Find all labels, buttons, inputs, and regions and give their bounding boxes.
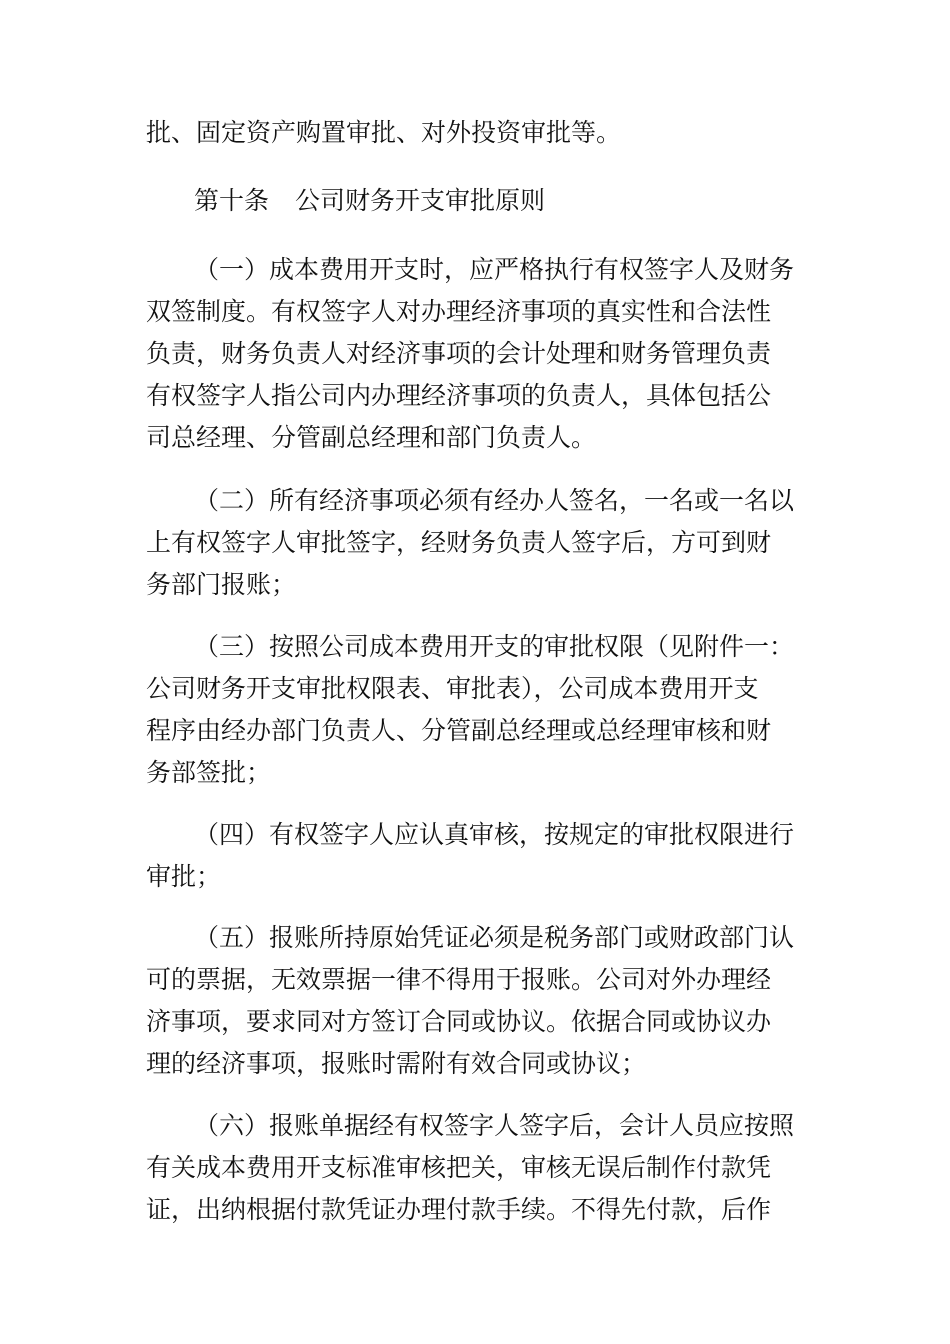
paragraph-1-line-4: 有权签字人指公司内办理经济事项的负责人，具体包括公 bbox=[146, 381, 772, 410]
paragraph-2-line-3: 务部门报账； bbox=[146, 570, 297, 599]
paragraph-3-line-4: 务部签批； bbox=[146, 758, 272, 787]
paragraph-6-line-3: 证，出纳根据付款凭证办理付款手续。不得先付款，后作 bbox=[146, 1195, 772, 1224]
paragraph-6-line-1: （六）报账单据经有权签字人签字后，会计人员应按照 bbox=[194, 1111, 795, 1140]
paragraph-3-line-2: 公司财务开支审批权限表、审批表），公司成本费用开支 bbox=[146, 674, 759, 703]
paragraph-1-line-3: 负责，财务负责人对经济事项的会计处理和财务管理负责 bbox=[146, 339, 772, 368]
paragraph-5-line-2: 可的票据，无效票据一律不得用于报账。公司对外办理经 bbox=[146, 965, 772, 994]
paragraph-2-line-1: （二）所有经济事项必须有经办人签名，一名或一名以 bbox=[194, 486, 795, 515]
article-number: 第十条 bbox=[194, 186, 270, 215]
paragraph-2-line-2: 上有权签字人审批签字，经财务负责人签字后，方可到财 bbox=[146, 528, 772, 557]
paragraph-4-line-1: （四）有权签字人应认真审核，按规定的审批权限进行 bbox=[194, 820, 795, 849]
intro-tail-line: 批、固定资产购置审批、对外投资审批等。 bbox=[146, 118, 622, 147]
paragraph-1-line-1: （一）成本费用开支时，应严格执行有权签字人及财务 bbox=[194, 255, 795, 284]
article-heading bbox=[194, 184, 874, 218]
paragraph-6-line-2: 有关成本费用开支标准审核把关，审核无误后制作付款凭 bbox=[146, 1153, 772, 1182]
paragraph-4-line-2: 审批； bbox=[146, 862, 222, 891]
paragraph-5-line-3: 济事项，要求同对方签订合同或协议。依据合同或协议办 bbox=[146, 1007, 772, 1036]
paragraph-3-line-1: （三）按照公司成本费用开支的审批权限（见附件一： bbox=[194, 632, 795, 661]
paragraph-1-line-5: 司总经理、分管副总经理和部门负责人。 bbox=[146, 423, 597, 452]
paragraph-3-line-3: 程序由经办部门负责人、分管副总经理或总经理审核和财 bbox=[146, 716, 772, 745]
paragraph-1-line-2: 双签制度。有权签字人对办理经济事项的真实性和合法性 bbox=[146, 297, 772, 326]
article-title: 公司财务开支审批原则 bbox=[295, 186, 546, 215]
paragraph-5-line-4: 理的经济事项，报账时需附有效合同或协议； bbox=[146, 1049, 647, 1078]
paragraph-5-line-1: （五）报账所持原始凭证必须是税务部门或财政部门认 bbox=[194, 923, 795, 952]
